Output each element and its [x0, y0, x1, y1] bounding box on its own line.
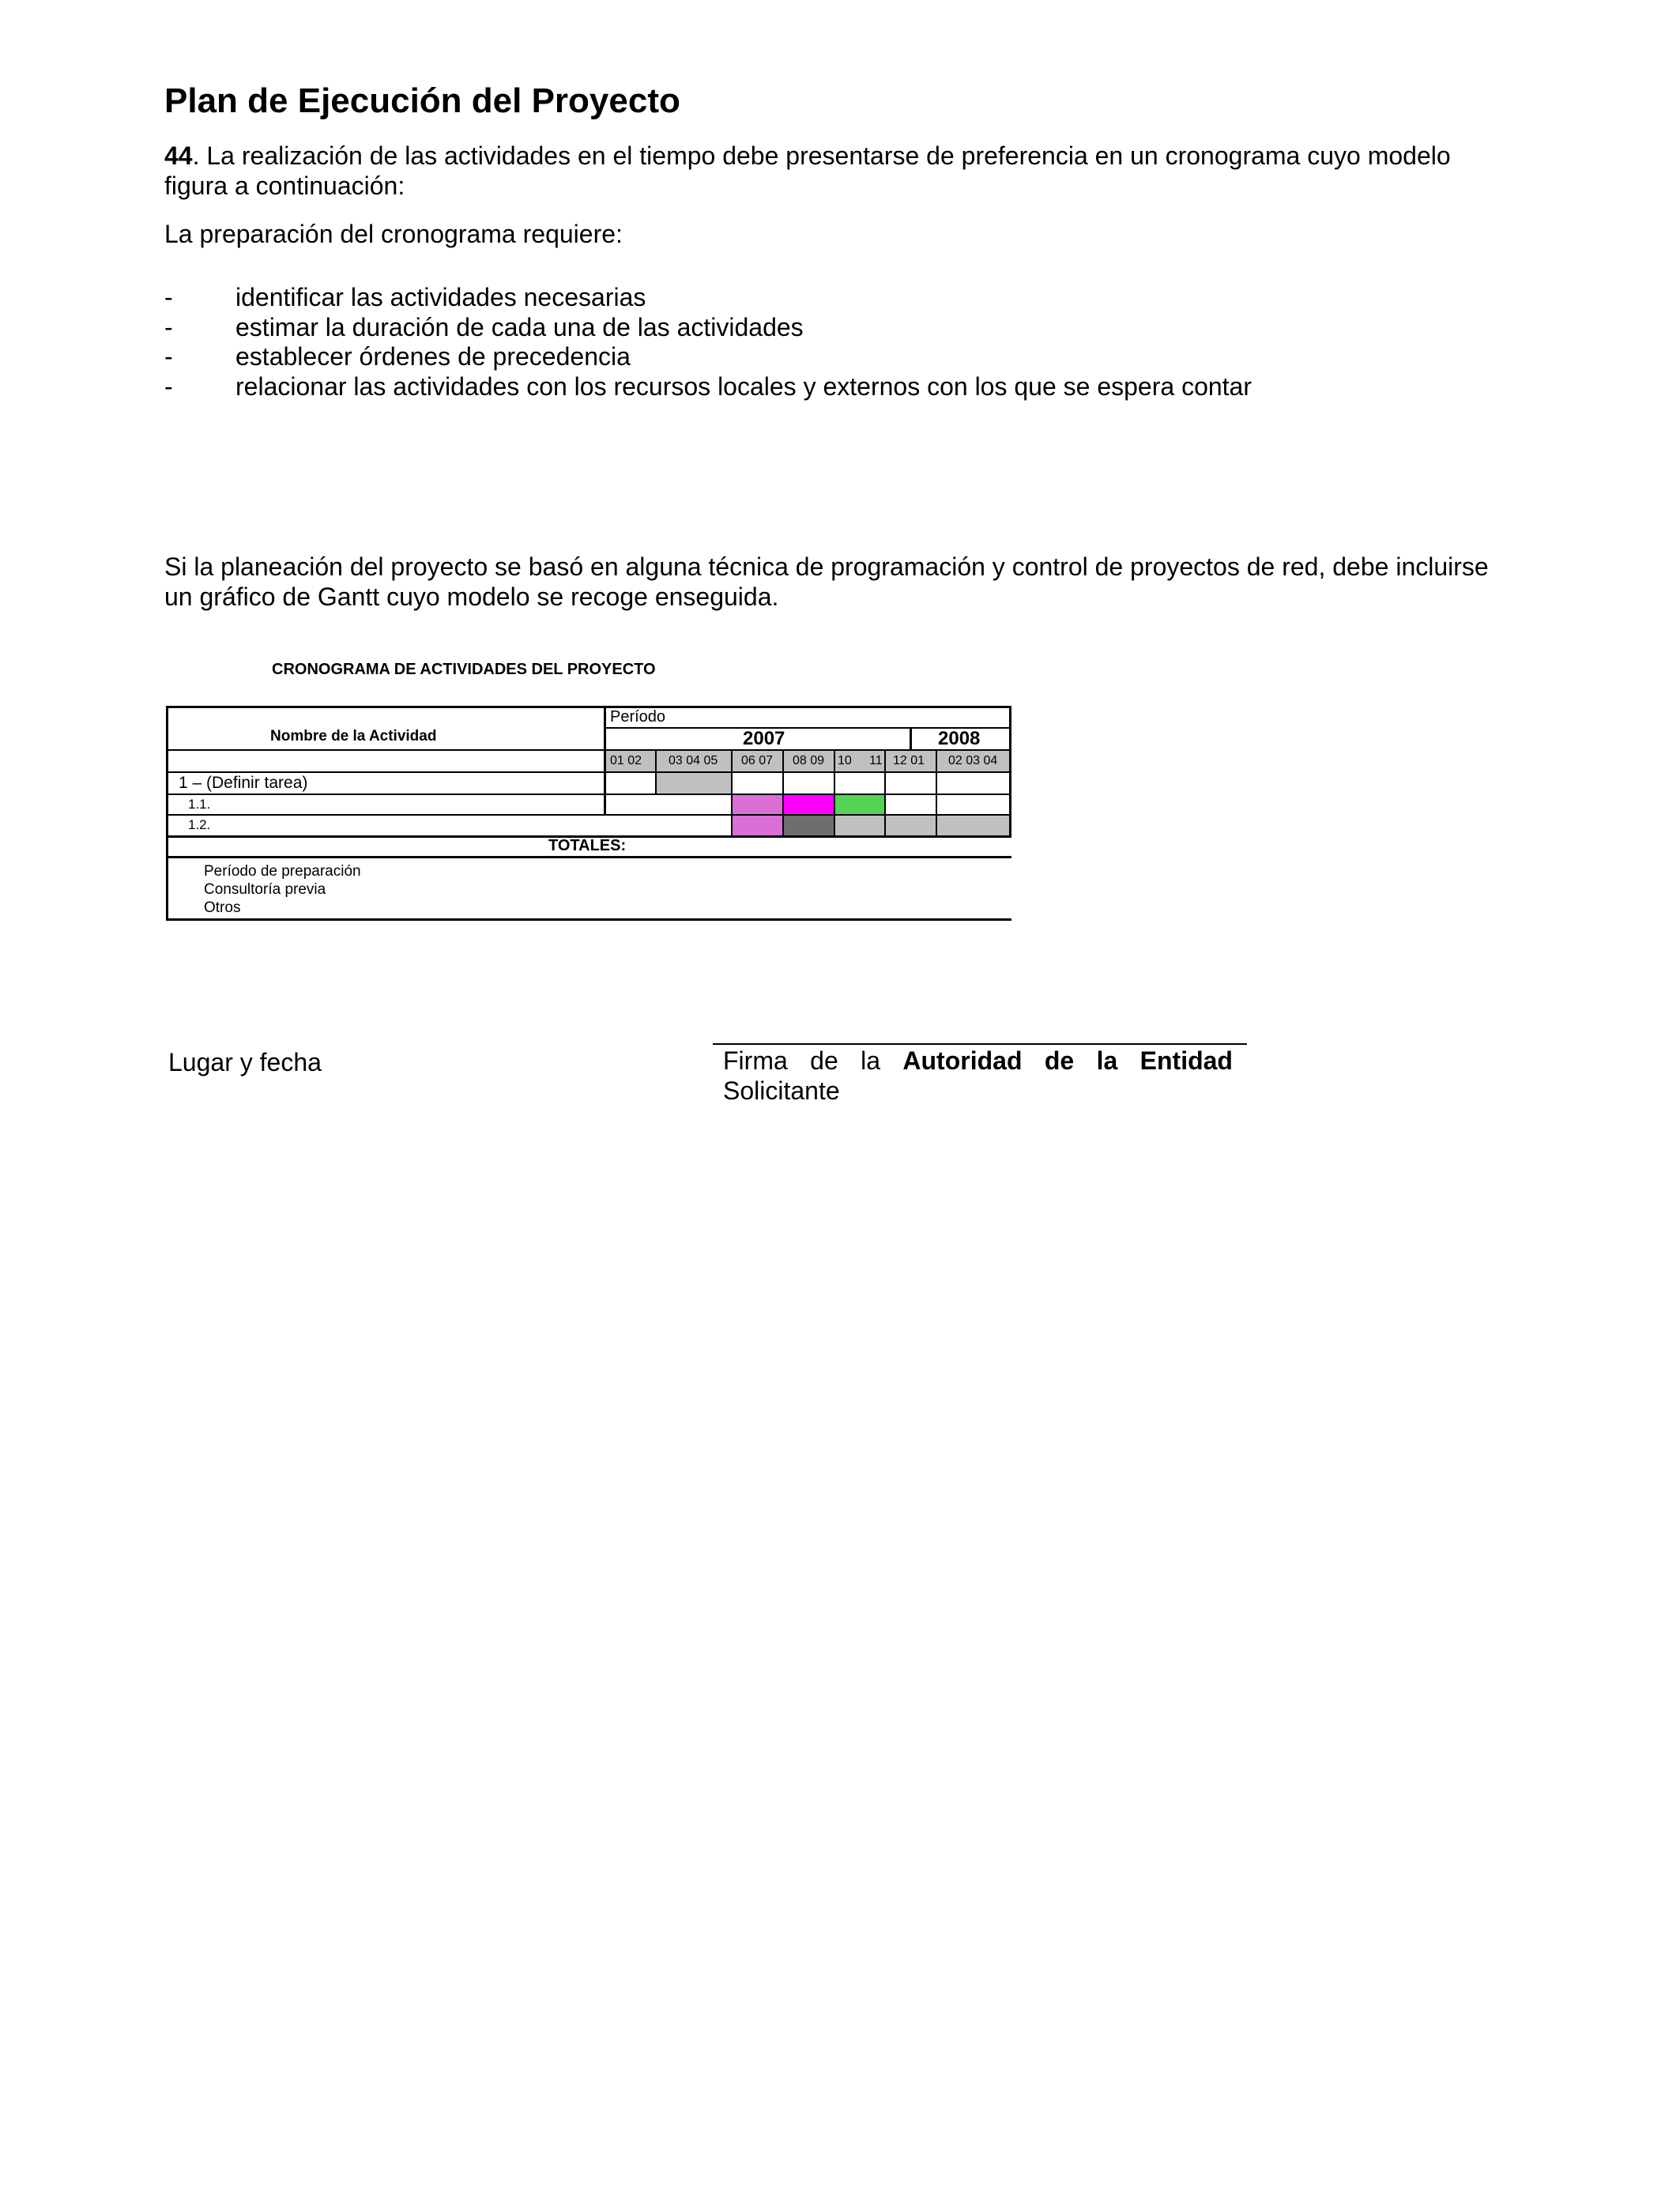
- totals-bottom: [166, 856, 1011, 858]
- activity-name-header: Nombre de la Actividad: [270, 728, 437, 745]
- cell-row2-10-11: [834, 794, 885, 815]
- bullet-text: establecer órdenes de precedencia: [235, 342, 631, 371]
- period-01-02: 01 02: [610, 754, 642, 767]
- bullet-dash: -: [164, 372, 173, 401]
- totals-label: TOTALES:: [548, 837, 627, 854]
- bullet-text: identificar las actividades necesarias: [235, 283, 646, 311]
- period-08-09: 08 09: [793, 754, 825, 767]
- cell-row3-06-07: [732, 815, 783, 837]
- bullet-text: estimar la duración de cada una de las actividades: [235, 313, 804, 341]
- caption-word-bold: de: [1044, 1046, 1075, 1075]
- bullet-dash: -: [164, 342, 173, 371]
- intro-text: . La realización de las actividades en el tiempo debe presentarse de preferencia en un cronograma cuyo modelo figura a continuación:: [164, 141, 1451, 200]
- caption-word-bold: Autoridad: [902, 1046, 1023, 1075]
- bullet-dash: -: [164, 313, 173, 341]
- cell-row3-10-11: [834, 815, 885, 837]
- header-divider: [604, 706, 606, 815]
- requirement-intro: La preparación del cronograma requiere:: [164, 220, 623, 248]
- schedule-title: CRONOGRAMA DE ACTIVIDADES DEL PROYECTO: [272, 661, 656, 678]
- cell-row3-02-04: [936, 815, 1011, 837]
- signature-caption-line-2: Solicitante: [723, 1076, 840, 1105]
- cell-row2-06-07: [732, 794, 783, 815]
- caption-word-bold: la: [1096, 1046, 1118, 1075]
- col-line-02: [936, 750, 937, 837]
- caption-word: Firma: [723, 1046, 788, 1075]
- totals-item: Período de preparación: [204, 863, 361, 880]
- year-divider: [910, 727, 912, 750]
- period-03-05: 03 04 05: [669, 754, 718, 767]
- cell-row3-08-09: [783, 815, 834, 837]
- col-line-03: [655, 750, 657, 794]
- period-12-01: 12 01: [893, 754, 925, 767]
- intro-paragraph: [164, 141, 1508, 201]
- cell-row1-03-05: [656, 772, 732, 794]
- period-06-07: 06 07: [741, 754, 774, 767]
- table-border-left: [166, 706, 168, 921]
- year-2007: 2007: [743, 728, 785, 749]
- col-line-12: [884, 750, 886, 837]
- place-and-date-label: Lugar y fecha: [168, 1048, 322, 1076]
- col-line-06: [731, 750, 733, 837]
- signature-line: [713, 1043, 1247, 1045]
- table-border-bottom: [166, 918, 1011, 921]
- signature-caption: [723, 1046, 1233, 1106]
- col-line-08: [782, 750, 784, 837]
- caption-word-bold: Entidad: [1139, 1046, 1233, 1075]
- signature-caption-line-1: [723, 1046, 1233, 1076]
- gantt-paragraph: Si la planeación del proyecto se basó en alguna técnica de programación y control de proyectos de red, debe incluirse un gráfico de Gantt cuyo modelo se recoge enseguida.: [164, 552, 1489, 611]
- col-line-10: [834, 750, 835, 837]
- cell-row3-12-01: [885, 815, 936, 837]
- paragraph-number: 44: [164, 141, 193, 170]
- caption-word: de: [810, 1046, 838, 1075]
- period-header: Período: [610, 708, 666, 726]
- period-10: 10: [838, 754, 852, 767]
- activity-row-label: 1.2.: [188, 817, 211, 832]
- totals-item: Consultoría previa: [204, 881, 326, 898]
- year-2008: 2008: [938, 728, 981, 749]
- cell-row2-08-09: [783, 794, 834, 815]
- activity-row-label: 1 – (Definir tarea): [179, 774, 308, 792]
- period-11: 11: [869, 754, 883, 767]
- bullet-text: relacionar las actividades con los recursos locales y externos con los que se espera contar: [235, 372, 1252, 401]
- period-02-04: 02 03 04: [948, 754, 998, 767]
- activity-row-label: 1.1.: [188, 797, 211, 812]
- schedule-table: [166, 706, 1011, 921]
- totals-item: Otros: [204, 899, 241, 916]
- caption-word: la: [861, 1046, 881, 1075]
- table-border-top: [166, 706, 1011, 708]
- page-title: Plan de Ejecución del Proyecto: [164, 81, 680, 120]
- bullet-dash: -: [164, 283, 173, 311]
